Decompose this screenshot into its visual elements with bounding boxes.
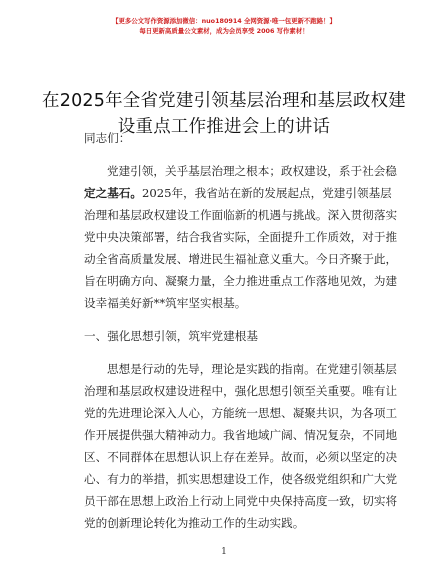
paragraph-line: 旨在明确方向、凝聚力量，全力推进重点工作落地见效，为建 [84,274,398,288]
paragraph-line-rest: 2025年，我省站在新的发展起点，党建引领基层 [141,186,392,200]
paragraph-line: 治理和基层政权建设工作面临新的机遇与挑战。深入贯彻落实 [84,208,398,222]
paragraph-line: 党中央决策部署，结合我省实际，全面提升工作质效，对于推 [84,230,398,244]
paragraph-line: 心、有力的举措，抓实思想建设工作，使各级党组织和广大党 [84,472,398,486]
document-title-line-2: 设重点工作推进会上的讲话 [117,117,331,137]
section-heading: 一、强化思想引领，筑牢党建根基 [84,329,258,343]
bold-phrase: 定之基石。 [84,186,142,200]
promo-banner-line-2: 每日更新高质量公文素材，成为会员享受 2006 写作素材！ [139,27,309,35]
paragraph-line: 思想是行动的先导，理论是实践的指南。在党建引领基层 [107,362,397,376]
page-number: 1 [221,547,227,557]
paragraph-line [84,182,394,204]
promo-banner [0,16,448,36]
paragraph-line: 设幸福美好新**筑牢坚实根基。 [84,296,247,310]
paragraph-line: 区、不同群体在思想认识上存在差异。故而，必须以坚定的决 [84,450,398,464]
paragraph-line: 党建引领，关乎基层治理之根本；政权建设，系于社会稳 [107,164,397,178]
document-title-line-1: 在2025年全省党建引领基层治理和基层政权建 [42,91,406,111]
paragraph-line: 员干部在思想上政治上行动上同党中央保持高度一致，切实将 [84,494,398,508]
paragraph-line: 党的创新理论转化为推动工作的生动实践。 [84,516,305,530]
paragraph-line: 治理和基层政权建设进程中，强化思想引领至关重要。唯有让 [84,384,398,398]
paragraph-line: 党的先进理论深入人心，方能统一思想、凝聚共识，为各项工 [84,406,398,420]
paragraph-intro [84,160,398,314]
paragraph-line: 动全省高质量发展、增进民生福祉意义重大。今日齐聚于此， [84,252,398,266]
document-body [84,127,398,534]
paragraph-section-1 [84,358,398,534]
salutation: 同志们： [84,131,131,145]
paragraph-line: 作开展提供强大精神动力。我省地域广阔、情况复杂，不同地 [84,428,398,442]
promo-banner-line-1: 【更多公文写作资源添加微信：nuo180914 全网资源·唯一包更新不跑路！】 [112,17,336,25]
